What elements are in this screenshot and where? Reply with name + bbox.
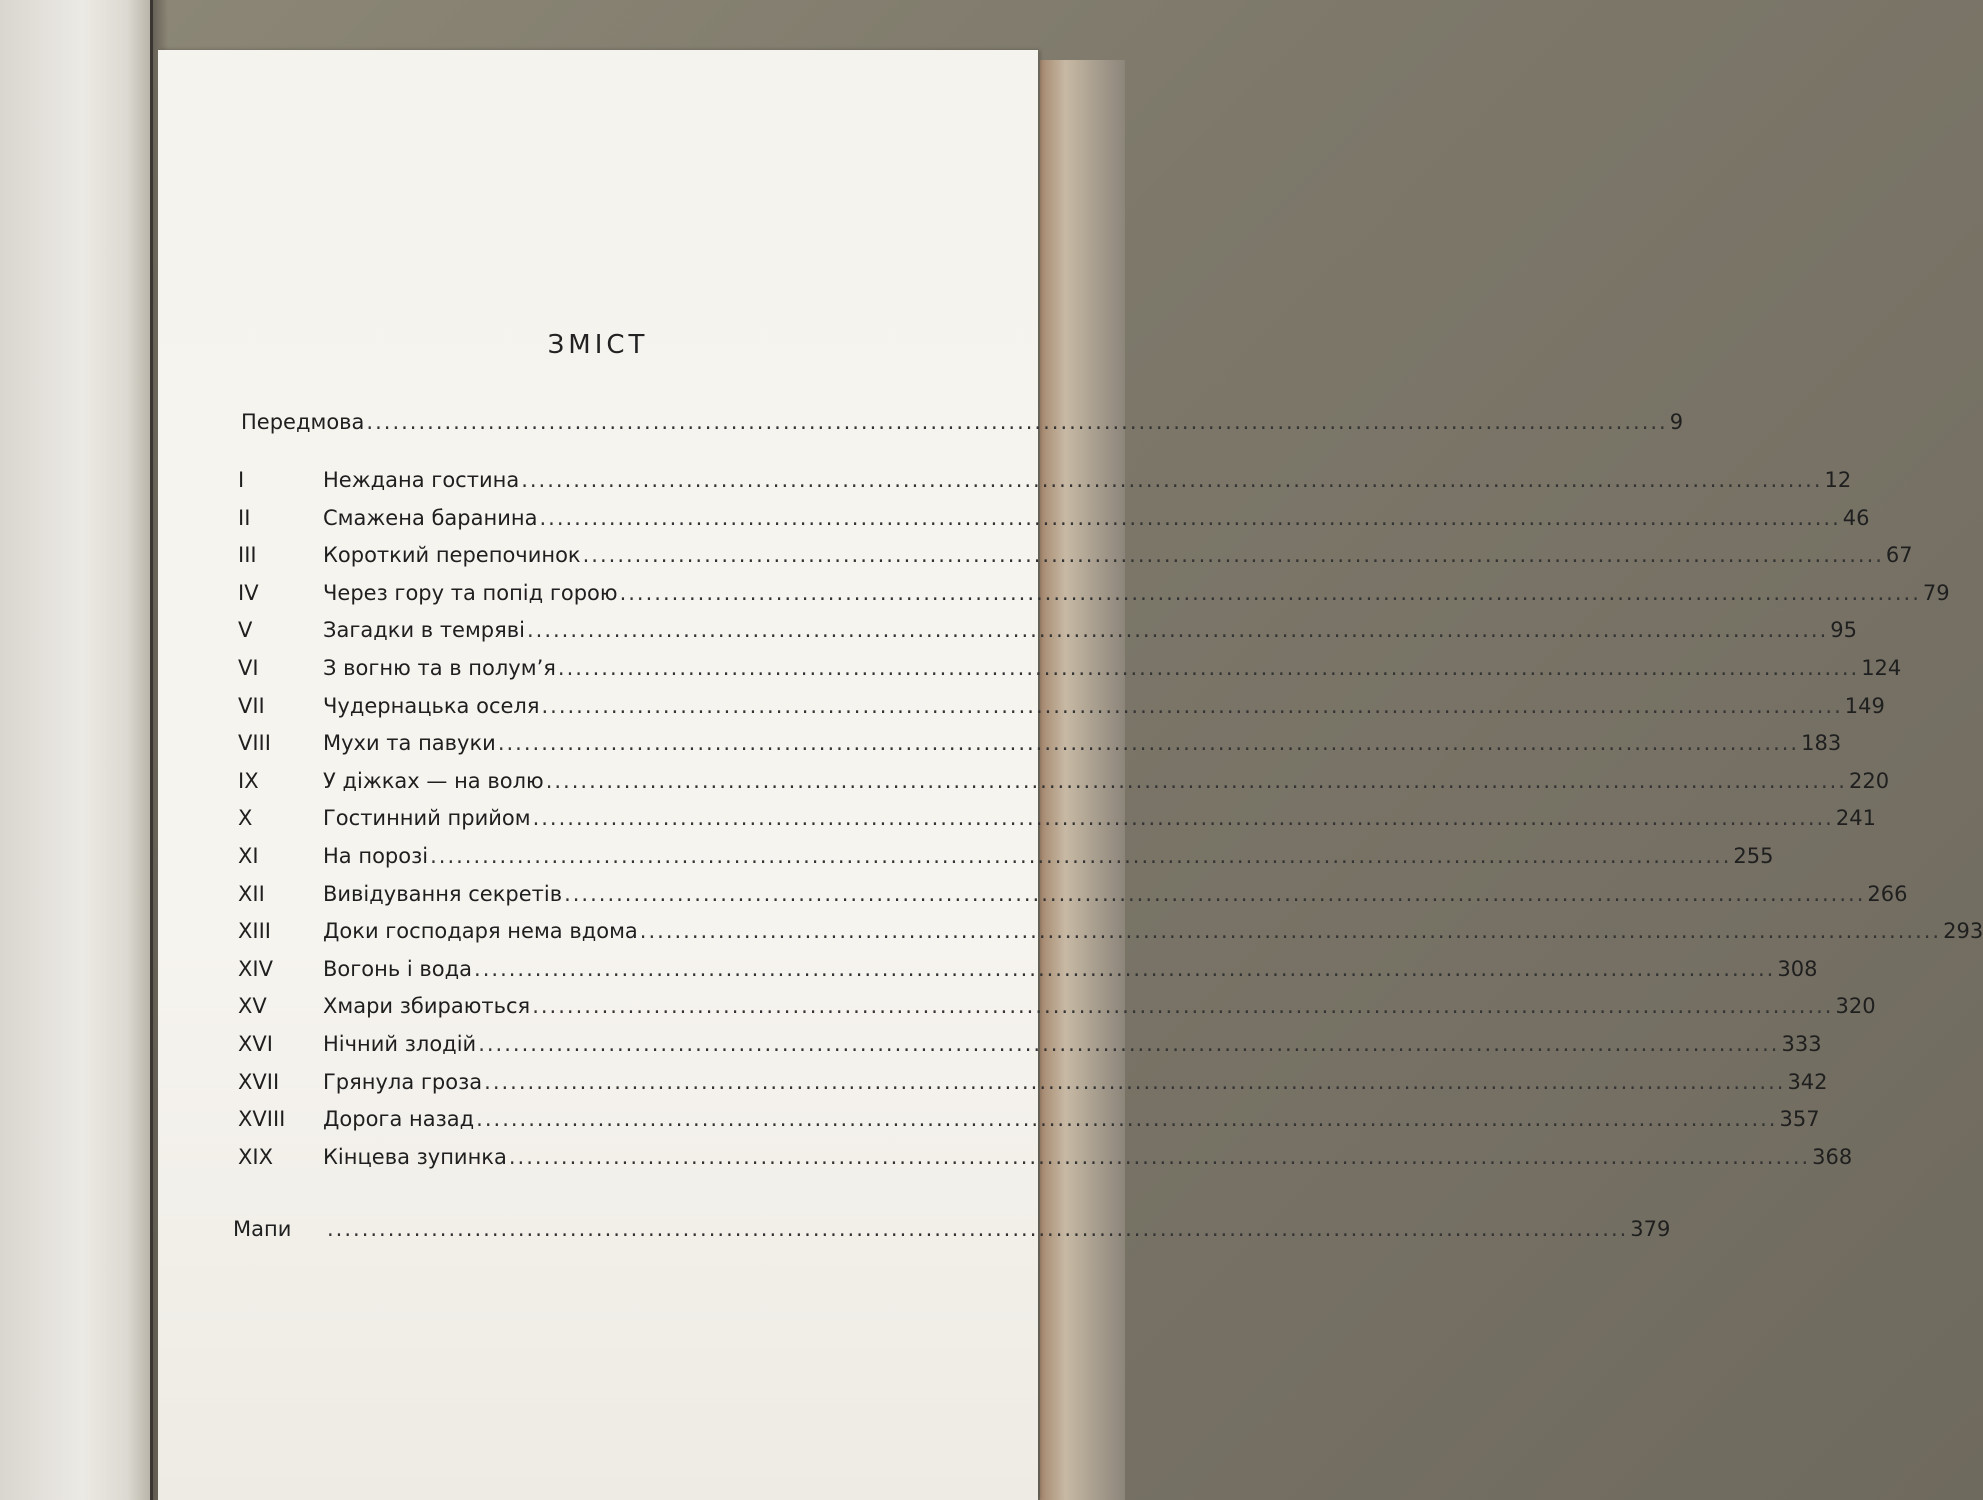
chapter-page: 357 [1779,1107,1820,1132]
page-title: ЗМІСТ [547,330,649,360]
toc-dot-leader: ...................................................................................................................................................... [497,731,1800,756]
toc-dot-leader: ...................................................................................................................................................... [545,768,1847,793]
chapter-title: Кінцева зупинка [323,1144,507,1169]
contents-page [158,50,1983,1500]
chapter-title: У діжках — на волю [323,768,544,793]
chapter-title: Доки господаря нема вдома [323,919,638,944]
toc-dot-leader: ...................................................................................................................................................... [366,410,1668,434]
toc-dot-leader: ...................................................................................................................................................... [484,1069,1786,1094]
chapter-page: 79 [1922,580,1950,605]
chapter-number: VII [238,693,265,718]
chapter-title: Гостинний прийом [323,806,531,831]
chapter-number: II [238,505,251,530]
toc-entry-chapter [238,505,1870,540]
toc-entry-chapter [238,768,1890,803]
toc-dot-leader: ...................................................................................................................................................... [508,1144,1811,1169]
previous-page-edge [0,0,153,1500]
toc-dot-leader: ...................................................................................................................................................... [478,1032,1780,1056]
chapter-page: 220 [1848,768,1890,793]
chapter-title: Короткий перепочинок [323,543,581,568]
chapter-number: VI [238,656,259,680]
toc-entry-chapter [238,1144,1853,1179]
chapter-page: 12 [1824,468,1852,492]
chapter-page: 293 [1943,919,1983,944]
chapter-number: IX [238,768,259,793]
chapter-page: 333 [1781,1032,1822,1056]
chapter-page: 149 [1844,693,1885,718]
toc-entry-chapter [238,994,1876,1028]
toc-dot-leader: ...................................................................................................................................................... [557,656,1860,680]
chapter-page: 183 [1801,731,1842,756]
chapter-page: 95 [1830,618,1858,643]
toc-entry-chapter [238,919,1983,953]
toc-entry-chapter [238,806,1876,840]
chapter-number: VIII [238,731,271,756]
toc-dot-leader: ...................................................................................................................................................... [327,1217,1629,1241]
chapter-title: Загадки в темряві [323,618,525,643]
chapter-page: 241 [1835,806,1876,831]
toc-dot-leader: ...................................................................................................................................................... [476,1107,1778,1132]
chapter-number: XI [238,844,259,868]
toc-dot-leader: ...................................................................................................................................................... [430,844,1732,868]
chapter-title: Смажена баранина [323,505,538,530]
chapter-number: XIX [238,1144,273,1169]
toc-dot-leader: ...................................................................................................................................................... [532,806,1834,831]
chapter-page: 320 [1835,994,1876,1019]
chapter-number: X [238,806,253,831]
toc-entry-chapter [238,656,1902,690]
toc-dot-leader: ...................................................................................................................................................... [541,693,1843,718]
chapter-page: 255 [1733,844,1774,868]
toc-entry-chapter [238,468,1852,502]
chapter-title: Нічний злодій [323,1032,477,1056]
chapter-page: 342 [1787,1069,1828,1094]
chapter-number: XVIII [238,1107,286,1132]
toc-entry-label: Передмова [241,410,365,434]
toc-entry-chapter [238,1032,1822,1066]
chapter-number: XVII [238,1069,280,1094]
toc-entry-label: Мапи [233,1217,292,1241]
chapter-title: Чудернацька оселя [323,693,540,718]
toc-dot-leader: ...................................................................................................................................................... [619,580,1921,605]
toc-entry-preface [241,410,1684,444]
chapter-number: III [238,543,257,568]
toc-dot-leader: ...................................................................................................................................................... [582,543,1884,568]
toc-entry-page: 9 [1669,410,1684,434]
toc-entry-chapter [238,1069,1828,1104]
toc-dot-leader: ...................................................................................................................................................... [474,956,1776,981]
toc-entry-chapter [238,731,1842,765]
toc-entry-chapter [238,543,1913,577]
chapter-page: 67 [1885,543,1913,568]
chapter-number: XVI [238,1032,273,1056]
toc-dot-leader: ...................................................................................................................................................... [639,919,1942,944]
chapter-page: 368 [1812,1144,1853,1169]
chapter-title: Вогонь і вода [323,956,473,981]
chapter-title: Хмари збираються [323,994,531,1019]
chapter-page: 266 [1867,881,1908,906]
chapter-number: V [238,618,253,643]
toc-dot-leader: ...................................................................................................................................................... [521,468,1823,492]
toc-entry-maps [233,1217,1671,1251]
toc-dot-leader: ...................................................................................................................................................... [532,994,1834,1019]
toc-entry-chapter [238,693,1885,728]
toc-entry-chapter [238,1107,1820,1141]
chapter-number: I [238,468,245,492]
toc-entry-chapter [238,956,1818,991]
chapter-page: 308 [1777,956,1818,981]
toc-entry-page: 379 [1630,1217,1671,1241]
chapter-title: Через гору та попід горою [323,580,618,605]
chapter-number: XIV [238,956,273,981]
chapter-title: Грянула гроза [323,1069,483,1094]
toc-entry-chapter [238,844,1774,878]
chapter-number: XV [238,994,267,1019]
chapter-title: Дорога назад [323,1107,475,1132]
chapter-title: Нежданa гостина [323,468,520,492]
chapter-title: Вивідування секретів [323,881,563,906]
chapter-title: На порозі [323,844,429,868]
chapter-page: 124 [1861,656,1902,680]
toc-dot-leader: ...................................................................................................................................................... [526,618,1829,643]
toc-dot-leader: ...................................................................................................................................................... [564,881,1866,906]
chapter-title: Мухи та павуки [323,731,496,756]
toc-entry-chapter [238,618,1858,652]
chapter-number: IV [238,580,259,605]
chapter-number: XII [238,881,265,906]
toc-dot-leader: ...................................................................................................................................................... [539,505,1841,530]
toc-entry-chapter [238,881,1908,916]
chapter-title: З вогню та в полум’я [323,656,556,680]
toc-entry-chapter [238,580,1950,615]
chapter-number: XIII [238,919,271,944]
chapter-page: 46 [1842,505,1870,530]
